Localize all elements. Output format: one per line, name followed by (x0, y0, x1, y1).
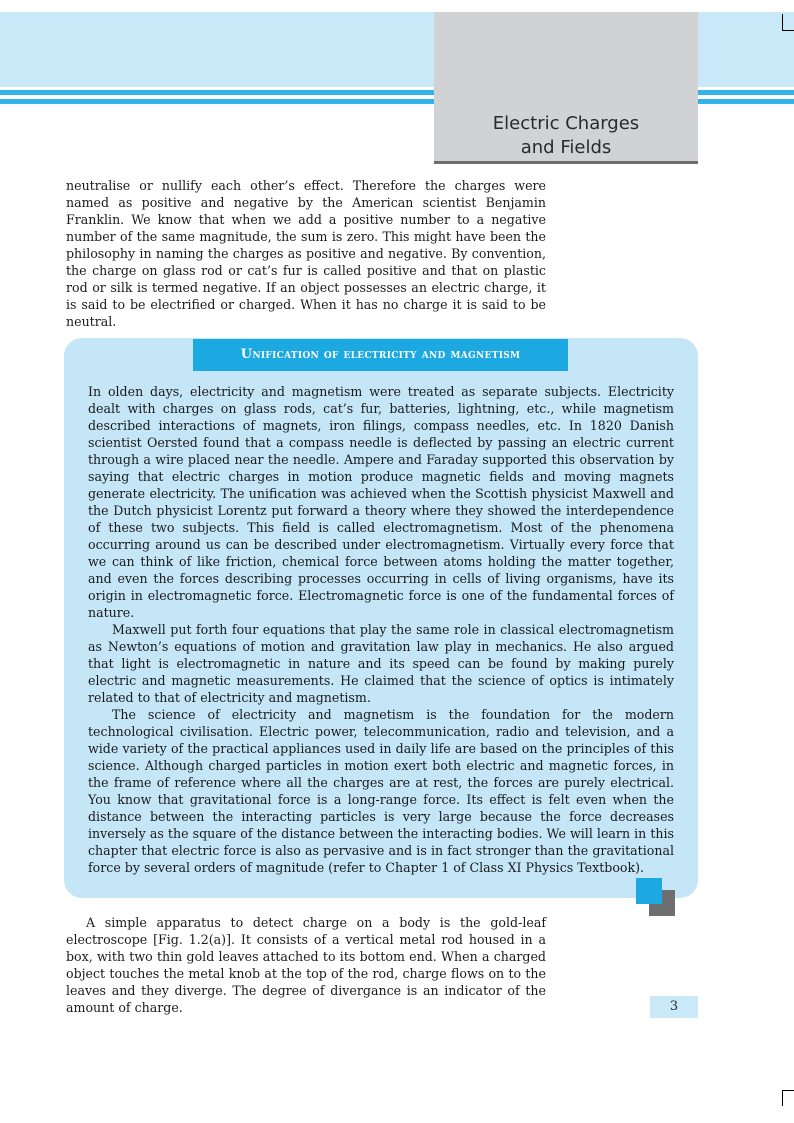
chapter-title-box (434, 12, 698, 164)
intro-paragraph: neutralise or nullify each other’s effect. Therefore the charges were named as positive and negative by the American scientist Benjamin Franklin. We know that when we add a positive number to a negative number of the same magnitude, the sum is zero. This might have been the philosophy in naming the charges as positive and negative. By convention, the charge on glass rod or cat’s fur is called positive and that on plastic rod or silk is termed negative. If an object possesses an electric charge, it is said to be electrified or charged. When it has no charge it is said to be neutral. (66, 178, 546, 329)
box-paragraph: In olden days, electricity and magnetism were treated as separate subjects. Electricity dealt with charges on glass rods, cat’s fur, batteries, lightning, etc., while magnetism described interactions of magnets, iron filings, compass needles, etc. In 1820 Danish scientist Oersted found that a compass needle is deflected by passing an electric current through a wire placed near the needle. Ampere and Faraday supported this observation by saying that electric charges in motion produce magnetic fields and moving magnets generate electricity. The unification was achieved when the Scottish physicist Maxwell and the Dutch physicist Lorentz put forward a theory where they showed the interdependence of these two subjects. This field is called electromagnetism. Most of the phenomena occurring around us can be described under electromagnetism. Virtually every force that we can think of like friction, chemical force between atoms holding the matter together, and even the forces describing processes occurring in cells of living organisms, have its origin in electromagnetic force. Electromagnetic force is one of the fundamental forces of nature. (88, 384, 674, 620)
unification-box (64, 338, 698, 898)
box-paragraph: Maxwell put forth four equations that play the same role in classical electromagnetism as Newton’s equations of motion and gravitation law play in mechanics. He also argued that light is electromagnetic in nature and its speed can be found by making purely electric and magnetic measurements. He claimed that the science of optics is intimately related to that of electricity and magnetism. (88, 622, 674, 705)
decorative-square (636, 878, 662, 904)
crop-mark (782, 1090, 794, 1091)
crop-mark (782, 14, 783, 30)
header-stripe (698, 99, 794, 104)
chapter-title: Electric Charges and Fields (492, 113, 640, 158)
closing-paragraph: A simple apparatus to detect charge on a body is the gold-leaf electroscope [Fig. 1.2(a)]. It consists of a vertical metal rod housed in a box, with two thin gold leaves attached to its bottom end. When a charged object touches the metal knob at the top of the rod, charge flows on to the leaves and they diverge. The degree of divergance is an indicator of the amount of charge. (66, 915, 546, 1015)
box-paragraph: The science of electricity and magnetism is the foundation for the modern technological civilisation. Electric power, telecommunication, radio and television, and a wide variety of the practical appliances used in daily life are based on the principles of this science. Although charged particles in motion exert both electric and magnetic forces, in the frame of reference where all the charges are at rest, the forces are purely electrical. You know that gravitational force is a long-range force. Its effect is felt even when the distance between the interacting particles is very large because the force decreases inversely as the square of the distance between the interacting bodies. We will learn in this chapter that electric force is also as pervasive and is in fact stronger than the gravitational force by several orders of magnitude (refer to Chapter 1 of Class XI Physics Textbook). (88, 707, 674, 875)
box-text (88, 383, 674, 876)
box-title: Unification of electricity and magnetism (193, 339, 568, 371)
header-stripe (0, 99, 440, 104)
header-stripe (698, 90, 794, 95)
page-number: 3 (650, 996, 698, 1018)
crop-mark (782, 30, 794, 31)
crop-mark (782, 1090, 783, 1106)
header-stripe (0, 90, 440, 95)
